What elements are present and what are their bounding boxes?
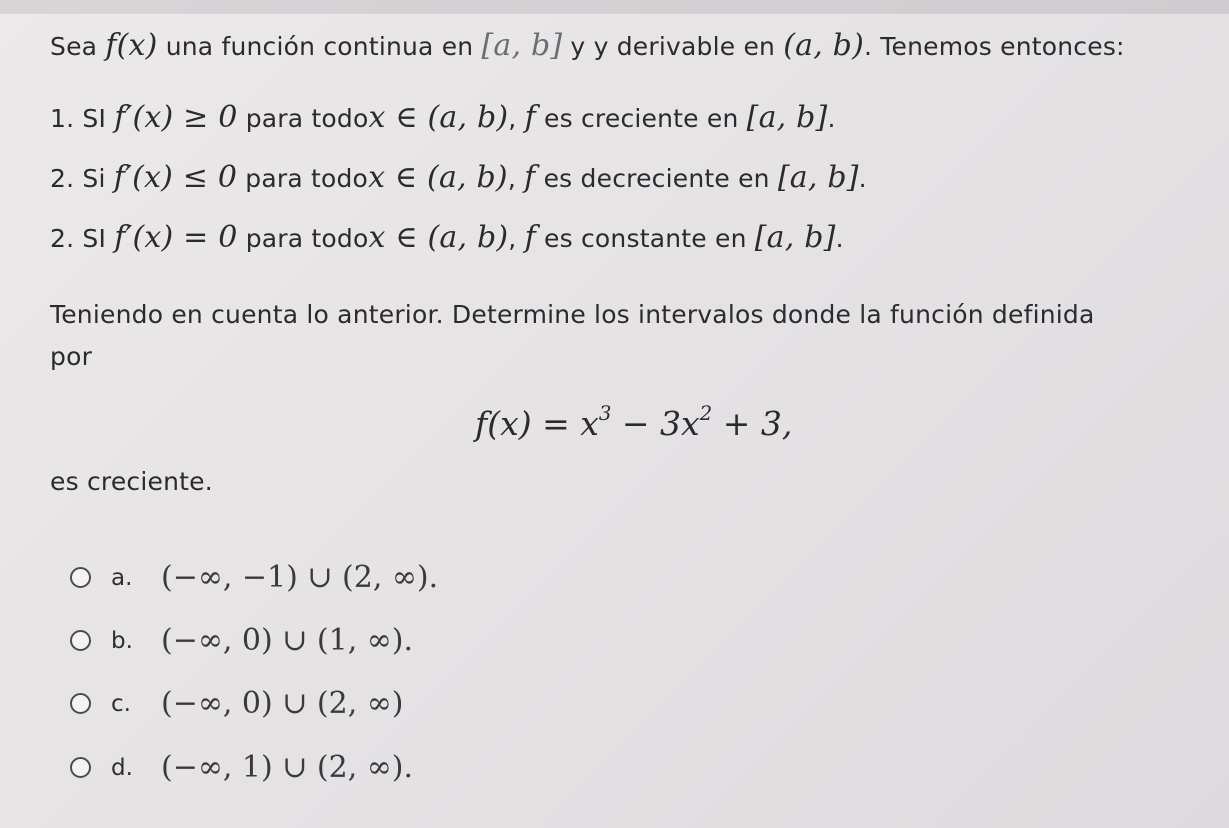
rule-f: f bbox=[524, 220, 536, 255]
intro-open-interval: (a, b) bbox=[783, 28, 864, 63]
rule-text: para todo bbox=[237, 224, 369, 253]
intro-text-4: . Tenemos entonces: bbox=[864, 32, 1125, 61]
option-letter: c. bbox=[111, 690, 131, 717]
rule-end: . bbox=[858, 164, 867, 193]
option-a[interactable] bbox=[70, 560, 438, 595]
radio-button-icon[interactable] bbox=[70, 567, 91, 588]
rule-3 bbox=[50, 220, 844, 255]
option-letter: d. bbox=[111, 754, 133, 781]
rule-text: para todo bbox=[237, 164, 369, 193]
rule-prefix: 2. Si bbox=[50, 164, 114, 193]
rule-1 bbox=[50, 100, 836, 135]
rule-result: es creciente en bbox=[535, 104, 747, 133]
rule-interval: [a, b] bbox=[777, 160, 859, 195]
option-interval: (−∞, 1) ∪ (2, ∞). bbox=[161, 750, 413, 785]
radio-button-icon[interactable] bbox=[70, 630, 91, 651]
rule-result: es constante en bbox=[535, 224, 755, 253]
radio-button-icon[interactable] bbox=[70, 693, 91, 714]
question-line-1: Teniendo en cuenta lo anterior. Determine los intervalos donde la función definida bbox=[50, 300, 1095, 329]
rule-prefix: 1. SI bbox=[50, 104, 115, 133]
option-letter: a. bbox=[111, 564, 133, 591]
function-formula bbox=[475, 404, 792, 443]
rule-domain: x ∈ (a, b) bbox=[368, 100, 509, 135]
intro-text-1: Sea bbox=[50, 32, 106, 61]
rule-f: f bbox=[524, 160, 536, 195]
question-closing: es creciente. bbox=[50, 467, 213, 496]
rule-end: . bbox=[835, 224, 844, 253]
formula-exponent-3: 3 bbox=[598, 402, 612, 426]
rule-end: . bbox=[827, 104, 836, 133]
rule-2 bbox=[50, 160, 867, 195]
intro-text-2: una función continua en bbox=[157, 32, 482, 61]
rule-domain: x ∈ (a, b) bbox=[368, 220, 509, 255]
question-line-2: por bbox=[50, 342, 93, 371]
option-interval: (−∞, 0) ∪ (1, ∞). bbox=[161, 623, 413, 658]
rule-domain: x ∈ (a, b) bbox=[368, 160, 508, 195]
radio-button-icon[interactable] bbox=[70, 757, 91, 778]
formula-exponent-2: 2 bbox=[699, 402, 713, 426]
rule-f: f bbox=[524, 100, 536, 135]
option-letter: b. bbox=[111, 627, 133, 654]
option-d[interactable] bbox=[70, 750, 413, 785]
formula-lhs: f(x) = x bbox=[475, 404, 599, 443]
intro-text-3: y y derivable en bbox=[562, 32, 784, 61]
rule-sep: , bbox=[508, 104, 525, 133]
rule-condition: f′(x) ≤ 0 bbox=[113, 160, 238, 195]
rule-prefix: 2. SI bbox=[50, 224, 115, 253]
intro-line bbox=[50, 28, 1125, 63]
option-b[interactable] bbox=[70, 623, 413, 658]
rule-text: para todo bbox=[237, 104, 369, 133]
option-interval: (−∞, −1) ∪ (2, ∞). bbox=[161, 560, 439, 595]
formula-end: + 3, bbox=[712, 404, 793, 443]
rule-condition: f′(x) = 0 bbox=[114, 220, 238, 255]
rule-sep: , bbox=[508, 224, 525, 253]
intro-fx: f(x) bbox=[105, 28, 158, 63]
rule-interval: [a, b] bbox=[754, 220, 836, 255]
rule-interval: [a, b] bbox=[746, 100, 828, 135]
option-c[interactable] bbox=[70, 686, 403, 721]
top-edge bbox=[0, 0, 1229, 14]
rule-sep: , bbox=[507, 164, 525, 193]
rule-result: es decreciente en bbox=[535, 164, 778, 193]
formula-mid: − 3x bbox=[611, 404, 700, 443]
rule-condition: f′(x) ≥ 0 bbox=[114, 100, 238, 135]
option-interval: (−∞, 0) ∪ (2, ∞) bbox=[161, 686, 404, 721]
intro-closed-interval: [a, b] bbox=[481, 28, 563, 63]
